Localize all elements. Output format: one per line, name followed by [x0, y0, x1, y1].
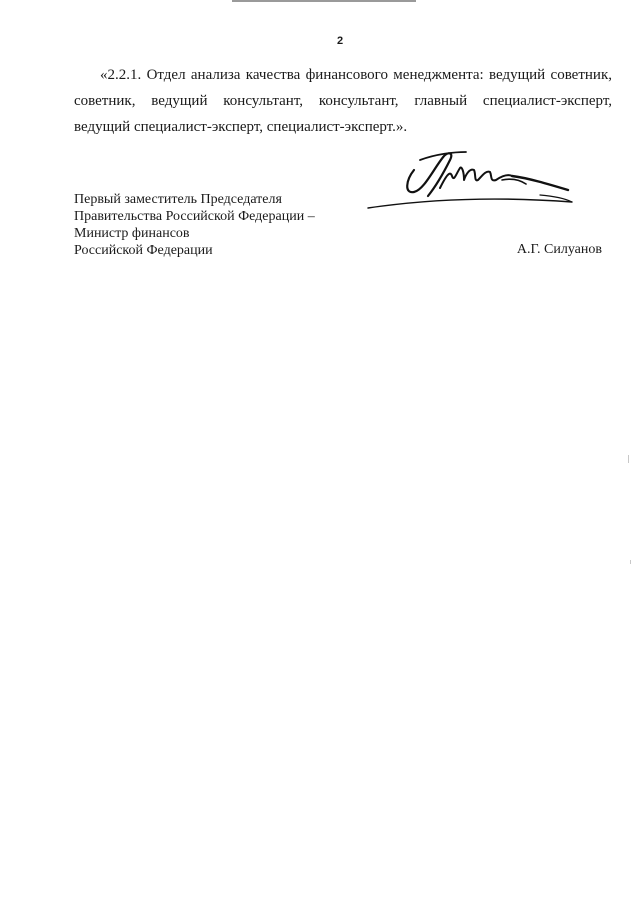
signer-name: А.Г. Силуанов — [516, 242, 602, 257]
paragraph-line: советник, ведущий консультант, консультант, главный специалист-эксперт, — [74, 93, 612, 109]
signatory-block — [74, 191, 315, 259]
signature-image — [362, 140, 582, 220]
scan-speck — [628, 455, 629, 463]
paragraph-line: «2.2.1. Отдел анализа качества финансового менеджмента: ведущий советник, — [100, 67, 612, 83]
signatory-line: Министр финансов — [74, 226, 190, 241]
signatory-line: Российской Федерации — [74, 243, 213, 258]
page-number: 2 — [336, 35, 344, 47]
signatory-line: Правительства Российской Федерации – — [74, 209, 315, 224]
signatory-line: Первый заместитель Председателя — [74, 192, 282, 207]
scan-edge-top — [232, 0, 416, 2]
scan-speck — [630, 560, 631, 564]
paragraph-line: ведущий специалист-эксперт, специалист-эксперт.». — [74, 119, 408, 135]
